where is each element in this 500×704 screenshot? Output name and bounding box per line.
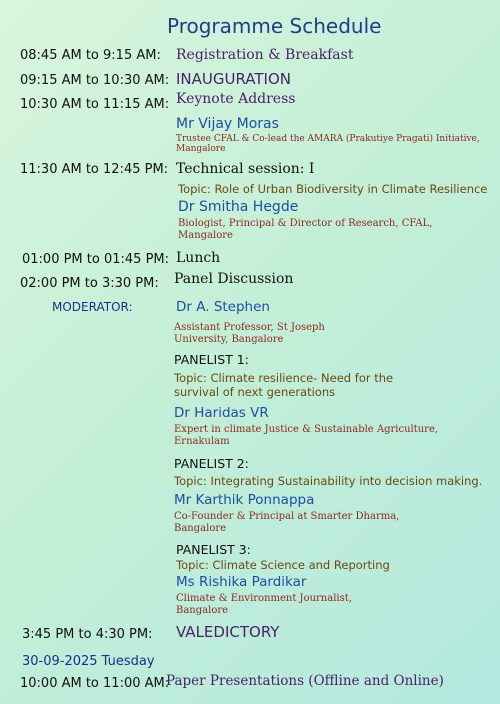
time-panel-discussion: 02:00 PM to 3:30 PM: — [20, 276, 159, 291]
panelist-2-topic: Topic: Integrating Sustainability into decision making. — [174, 474, 483, 488]
time-valedictory: 3:45 PM to 4:30 PM: — [22, 627, 153, 642]
keynote-speaker: Mr Vijay Moras — [176, 116, 279, 132]
event-lunch: Lunch — [176, 250, 221, 266]
time-lunch: 01:00 PM to 01:45 PM: — [22, 252, 169, 267]
moderator-name: Dr A. Stephen — [176, 299, 270, 315]
time-keynote: 10:30 AM to 11:15 AM: — [20, 97, 170, 112]
panelist-2-affiliation: Co-Founder & Principal at Smarter Dharma, Bangalore — [174, 511, 400, 534]
technical-session-topic: Topic: Role of Urban Biodiversity in Climate Resilience — [178, 182, 488, 196]
panelist-3-name: Ms Rishika Pardikar — [176, 574, 307, 590]
event-paper-presentations: Paper Presentations (Offline and Online) — [166, 673, 444, 689]
moderator-affiliation: Assistant Professor, St Joseph University, Bangalore — [174, 322, 325, 345]
event-technical-session: Technical session: I — [176, 161, 315, 177]
panelist-1-label: PANELIST 1: — [174, 352, 249, 367]
panelist-2-label: PANELIST 2: — [174, 456, 249, 471]
keynote-affiliation: Trustee CFAL & Co-lead the AMARA (Prakutiye Pragati) Initiative, Mangalore — [176, 134, 480, 154]
time-inauguration: 09:15 AM to 10:30 AM: — [20, 73, 170, 88]
panelist-3-topic: Topic: Climate Science and Reporting — [176, 558, 390, 572]
event-inauguration: INAUGURATION — [176, 70, 292, 88]
panelist-3-label: PANELIST 3: — [176, 542, 251, 557]
panelist-1-name: Dr Haridas VR — [174, 405, 269, 421]
event-keynote: Keynote Address — [176, 91, 296, 107]
panelist-2-name: Mr Karthik Ponnappa — [174, 492, 315, 508]
page-title: Programme Schedule — [167, 14, 382, 38]
event-registration: Registration & Breakfast — [176, 47, 354, 63]
panelist-3-affiliation: Climate & Environment Journalist, Bangalore — [176, 593, 352, 616]
time-paper-presentations: 10:00 AM to 11:00 AM: — [20, 676, 170, 691]
event-panel-discussion: Panel Discussion — [174, 271, 294, 287]
moderator-label: MODERATOR: — [52, 300, 133, 314]
technical-session-affiliation: Biologist, Principal & Director of Research, CFAL, Mangalore — [178, 218, 433, 241]
event-valedictory: VALEDICTORY — [176, 623, 280, 641]
technical-session-speaker: Dr Smitha Hegde — [178, 199, 299, 215]
time-registration: 08:45 AM to 9:15 AM: — [20, 48, 161, 63]
time-technical-session: 11:30 AM to 12:45 PM: — [20, 162, 169, 177]
day-two-date: 30-09-2025 Tuesday — [22, 654, 155, 669]
panelist-1-topic: Topic: Climate resilience- Need for the survival of next generations — [174, 371, 394, 399]
panelist-1-affiliation: Expert in climate Justice & Sustainable Agriculture, Ernakulam — [174, 424, 439, 447]
